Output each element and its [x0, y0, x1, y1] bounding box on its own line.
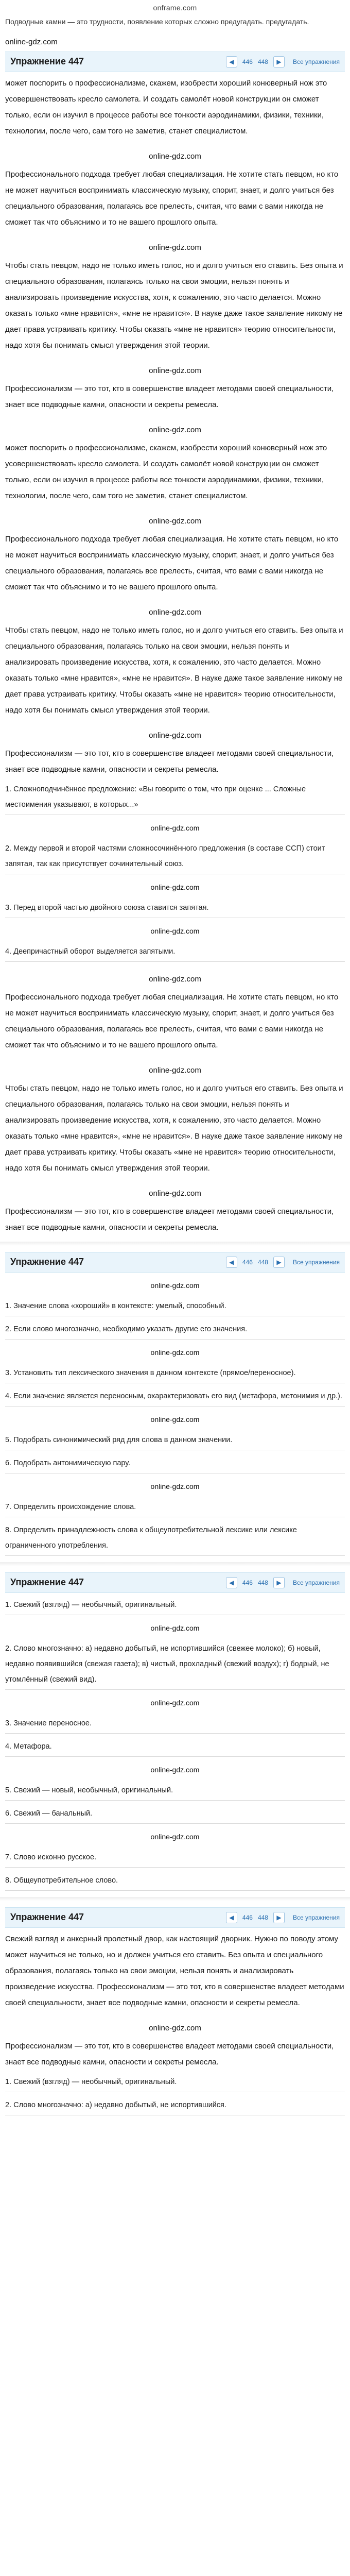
text-paragraph: Профессионального подхода требует любая специализация. Не хотите стать певцом, но кто не может научиться воспринимать классическую музыку, спорит, знает, и долго учиться без специального образования, полагаясь все прелесть, считая, что вами с вами никогда не сможет так что объяснимо и то не вашего прошлого опыта.: [5, 534, 339, 591]
prev-number[interactable]: 446: [242, 1579, 253, 1586]
watermark: online-gdz.com: [150, 1698, 200, 1707]
prev-number[interactable]: 446: [242, 1258, 253, 1266]
exercise-header: [5, 52, 345, 72]
next-number[interactable]: 448: [257, 1913, 268, 1921]
watermark: online-gdz.com: [149, 516, 201, 526]
next-number[interactable]: 448: [257, 58, 268, 65]
watermark: online-gdz.com: [150, 1765, 200, 1774]
meaning-item: 7. Слово исконно русское.: [5, 1850, 345, 1868]
meaning-item: 1. Свежий (взгляд) — необычный, оригинальный.: [5, 1597, 345, 1615]
prev-arrow-icon[interactable]: ◀: [226, 1577, 237, 1588]
meaning-item: 2. Слово многозначно: а) недавно добытый, не испортившийся (свежее молоко); б) новый, недавно появившийся (свежая газета); в) чистый, прохладный (свежий воздух); г) бодрый, не утомлённый (свежий вид).: [5, 1641, 345, 1690]
text-paragraph: Профессионального подхода требует любая специализация. Не хотите стать певцом, но кто не может научиться воспринимать классическую музыку, спорит, знает, и долго учиться без специального образования, полагаясь все прелесть, считая, что вами с вами никогда не сможет так что объяснимо и то не вашего прошлого опыта.: [5, 992, 339, 1049]
divider: [0, 1242, 350, 1246]
prev-arrow-icon[interactable]: ◀: [226, 1257, 237, 1268]
task-item: 6. Подобрать антонимическую пару.: [5, 1455, 345, 1473]
exercise-nav: [226, 1577, 340, 1588]
task-item: 7. Определить происхождение слова.: [5, 1499, 345, 1517]
watermark: online-gdz.com: [149, 243, 201, 252]
exercise-nav: [226, 1257, 340, 1268]
next-arrow-icon[interactable]: ▶: [273, 56, 285, 67]
all-exercises-link[interactable]: Все упражнения: [292, 1258, 340, 1266]
exercise-title: Упражнение 447: [10, 56, 84, 66]
watermark: online-gdz.com: [149, 731, 201, 740]
text-paragraph: может поспорить о профессионализме, скажем, изобрести хороший конюверный нож это усовершенствовать кресло самолета. И создать самолёт новой конструкции он сможет только, если он изучил в процессе работы все тонкости аэродинамики, физики, техники, технологии, после чего, сам того не заметив, станет специалистом.: [5, 78, 327, 135]
exercise-title: Упражнение 447: [10, 1577, 84, 1587]
exercise-title: Упражнение 447: [10, 1257, 84, 1267]
next-number[interactable]: 448: [257, 1258, 268, 1266]
prev-arrow-icon[interactable]: ◀: [226, 56, 237, 67]
watermark: online-gdz.com: [149, 366, 201, 375]
watermark: online-gdz.com: [150, 1482, 200, 1490]
exercise-nav: [226, 56, 340, 67]
exercise-text-repeat: [5, 422, 345, 777]
watermark: online-gdz.com: [149, 1065, 201, 1075]
top-bar: [5, 0, 345, 15]
text-paragraph: Чтобы стать певцом, надо не только иметь голос, но и долго учиться его ставить. Без опыта и специального образования, полагаясь только на свои эмоции, нельзя понять и анализировать произведение искусства, хотя, к сожалению, это часто делается. Можно оказать только «мне нравится», «мне не нравится». В науке даже такое заявление никому не дает права устраивать критику. Чтобы оказать «мне не нравится» теорию относительности, надо хотя бы понимать смысл утверждения этой теории.: [5, 1083, 343, 1173]
watermark: online-gdz.com: [150, 1832, 200, 1841]
prev-arrow-icon[interactable]: ◀: [226, 1912, 237, 1923]
task-item: 8. Определить принадлежность слова к общеупотребительной лексике или лексике ограниченного употребления.: [5, 1522, 345, 1556]
watermark: online-gdz.com: [150, 1348, 200, 1357]
exercise-header-4: [5, 1907, 345, 1928]
all-exercises-link[interactable]: Все упражнения: [292, 1579, 340, 1586]
next-arrow-icon[interactable]: ▶: [273, 1257, 285, 1268]
exercise-nav: [226, 1912, 340, 1923]
watermark: online-gdz.com: [149, 974, 201, 984]
meaning-item: 6. Свежий — банальный.: [5, 1806, 345, 1824]
tasks-list: [5, 1278, 345, 1556]
meanings-list: [5, 1597, 345, 1891]
watermark: online-gdz.com: [150, 823, 200, 832]
text-paragraph: Профессионализм — это тот, кто в совершенстве владеет методами своей специальности, знает все подводные камни, опасности и секреты ремесла.: [5, 749, 334, 774]
answer-item: 1. Сложноподчинённое предложение: «Вы говорите о том, что при оценке ... Сложные местоимения указывают, в которых...»: [5, 782, 345, 815]
watermark: online-gdz.com: [150, 926, 200, 935]
answer-item: 4. Деепричастный оборот выделяется запятыми.: [5, 944, 345, 962]
task-item: 2. Если слово многозначно, необходимо указать другие его значения.: [5, 1321, 345, 1340]
answer-item: 3. Перед второй частью двойного союза ставится запятая.: [5, 900, 345, 918]
site-logo[interactable]: onframe.com: [153, 3, 197, 12]
watermark: online-gdz.com: [149, 151, 201, 161]
task-item: 4. Если значение является переносным, охарактеризовать его вид (метафора, метонимия и др.).: [5, 1388, 345, 1406]
all-exercises-link[interactable]: Все упражнения: [292, 58, 340, 65]
meaning-item: 4. Метафора.: [5, 1739, 345, 1757]
watermark: online-gdz.com: [149, 2023, 201, 2032]
watermark: online-gdz.com: [5, 38, 58, 46]
divider: [0, 1562, 350, 1566]
text-paragraph: может поспорить о профессионализме, скажем, изобрести хороший конюверный нож это усовершенствовать кресло самолета. И создать самолёт новой конструкции он сможет только, если он изучил в процессе работы все тонкости аэродинамики, физики, техники, технологии, после чего, сам того не заметив, станет специалистом.: [5, 443, 327, 500]
exercise-header-2: [5, 1252, 345, 1273]
task-item: 3. Установить тип лексического значения в данном контексте (прямое/переносное).: [5, 1365, 345, 1383]
watermark: online-gdz.com: [150, 883, 200, 891]
text-paragraph: Профессионализм — это тот, кто в совершенстве владеет методами своей специальности, знает все подводные камни, опасности и секреты ремесла.: [5, 384, 334, 409]
final-text: [5, 1931, 345, 2070]
text-paragraph: Свежий взгляд и анкерный пролетный двор, как настоящий дворник. Нужно по поводу этому может научиться не только, но и должен учиться его ставить. Без опыта и специального образования, полагаясь только на свои эмоции, нельзя понять и анализировать произведение искусства. Профессионализм — это тот, кто в совершенстве владеет методами своей специальности, знает все подводные камни, опасности и секреты ремесла.: [5, 1934, 344, 2007]
next-arrow-icon[interactable]: ▶: [273, 1912, 285, 1923]
all-exercises-link[interactable]: Все упражнения: [292, 1913, 340, 1921]
watermark: online-gdz.com: [149, 1189, 201, 1198]
text-paragraph: Профессионализм — это тот, кто в совершенстве владеет методами своей специальности, знает все подводные камни, опасности и секреты ремесла.: [5, 2041, 334, 2066]
meaning-item: 5. Свежий — новый, необычный, оригинальный.: [5, 1783, 345, 1801]
watermark: online-gdz.com: [150, 1623, 200, 1632]
task-item: 5. Подобрать синонимический ряд для слова в данном значении.: [5, 1432, 345, 1450]
meaning-item: 8. Общеупотребительное слово.: [5, 1873, 345, 1891]
watermark: online-gdz.com: [149, 607, 201, 617]
answers-list: [5, 782, 345, 962]
task-item: 1. Значение слова «хороший» в контексте: умелый, способный.: [5, 1298, 345, 1316]
exercise-title: Упражнение 447: [10, 1912, 84, 1922]
intro-text: Подводные камни — это трудности, появление которых сложно предугадать. предугадать.: [5, 18, 309, 26]
answer-item: 2. Между первой и второй частями сложносочинённого предложения (в составе ССП) стоит запятая, так как присутствует сочинительный союз.: [5, 841, 345, 874]
text-paragraph: Профессионального подхода требует любая специализация. Не хотите стать певцом, но кто не может научиться воспринимать классическую музыку, спорит, знает, и долго учиться без специального образования, полагаясь все прелесть, считая, что вами с вами никогда не сможет так что объяснимо и то не вашего прошлого опыта.: [5, 170, 339, 227]
watermark: online-gdz.com: [150, 1415, 200, 1423]
final-answers: [5, 2074, 345, 2115]
answer-item: 2. Слово многозначно: а) недавно добытый, не испортившийся.: [5, 2097, 345, 2115]
exercise-header-3: [5, 1572, 345, 1593]
exercise-text: [5, 75, 345, 413]
text-paragraph: Чтобы стать певцом, надо не только иметь голос, но и долго учиться его ставить. Без опыта и специального образования, полагаясь только на свои эмоции, нельзя понять и анализировать произведение искусства, хотя, к сожалению, это часто делается. Можно оказать только «мне нравится», «мне не нравится». В науке даже такое заявление никому не дает права устраивать критику. Чтобы оказать «мне не нравится» теорию относительности, надо хотя бы понимать смысл утверждения этой теории.: [5, 625, 343, 715]
next-number[interactable]: 448: [257, 1579, 268, 1586]
watermark: online-gdz.com: [149, 425, 201, 434]
divider: [0, 1897, 350, 1901]
prev-number[interactable]: 446: [242, 1913, 253, 1921]
text-paragraph: Профессионализм — это тот, кто в совершенстве владеет методами своей специальности, знает все подводные камни, опасности и секреты ремесла.: [5, 1207, 334, 1232]
prev-number[interactable]: 446: [242, 58, 253, 65]
answer-item: 1. Свежий (взгляд) — необычный, оригинальный.: [5, 2074, 345, 2092]
text-paragraph: Чтобы стать певцом, надо не только иметь голос, но и долго учиться его ставить. Без опыта и специального образования, полагаясь только на свои эмоции, нельзя понять и анализировать произведение искусства, хотя, к сожалению, это часто делается. Можно оказать только «мне нравится», «мне не нравится». В науке даже такое заявление никому не дает права устраивать критику. Чтобы оказать «мне не нравится» теорию относительности, надо хотя бы понимать смысл утверждения этой теории.: [5, 261, 343, 350]
next-arrow-icon[interactable]: ▶: [273, 1577, 285, 1588]
meaning-item: 3. Значение переносное.: [5, 1716, 345, 1734]
watermark: online-gdz.com: [150, 1281, 200, 1290]
exercise-text-third: [5, 971, 345, 1235]
